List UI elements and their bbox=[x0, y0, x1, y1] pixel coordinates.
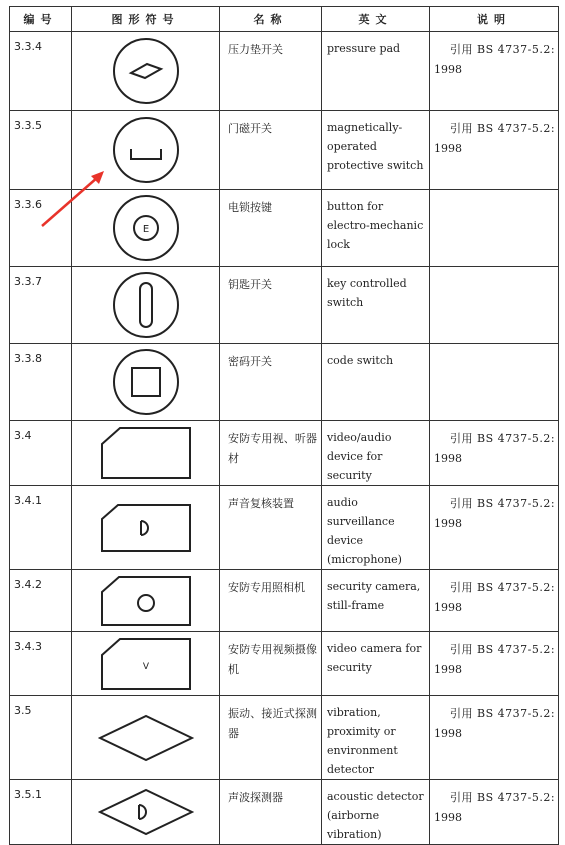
note-line2: 1998 bbox=[434, 727, 462, 740]
table-row bbox=[10, 632, 559, 696]
symbol-cell bbox=[72, 486, 220, 570]
row-english: audio surveillance device (microphone) bbox=[322, 486, 430, 570]
row-note bbox=[430, 486, 559, 570]
symbol-letter: V bbox=[142, 661, 149, 672]
symbol-cell bbox=[72, 696, 220, 780]
header-name: 名称 bbox=[220, 7, 322, 32]
row-id: 3.3.6 bbox=[10, 190, 72, 267]
row-id: 3.3.4 bbox=[10, 32, 72, 111]
note-line2: 1998 bbox=[434, 517, 462, 530]
row-name: 声音复核装置 bbox=[220, 486, 322, 570]
row-id: 3.4.2 bbox=[10, 570, 72, 632]
row-id: 3.4.3 bbox=[10, 632, 72, 696]
row-english: security camera, still-frame bbox=[322, 570, 430, 632]
row-english: vibration, proximity or environment detector bbox=[322, 696, 430, 780]
header-row bbox=[10, 7, 559, 32]
note-line1: 引用 BS 4737-5.2: bbox=[450, 432, 556, 445]
row-name: 钥匙开关 bbox=[220, 267, 322, 344]
av-device-icon bbox=[100, 426, 192, 480]
row-name: 安防专用视、听器材 bbox=[220, 421, 322, 486]
row-note bbox=[430, 696, 559, 780]
row-id: 3.3.8 bbox=[10, 344, 72, 421]
note-line2: 1998 bbox=[434, 663, 462, 676]
table-row bbox=[10, 780, 559, 845]
symbol-letter: E bbox=[142, 224, 149, 235]
table-row bbox=[10, 267, 559, 344]
row-note bbox=[430, 632, 559, 696]
magnetic-switch-icon bbox=[111, 115, 181, 185]
note-line1: 引用 BS 4737-5.2: bbox=[450, 791, 556, 804]
header-note: 说明 bbox=[430, 7, 559, 32]
row-id: 3.4.1 bbox=[10, 486, 72, 570]
row-id: 3.5 bbox=[10, 696, 72, 780]
row-name: 安防专用照相机 bbox=[220, 570, 322, 632]
row-english: button for electro-mechanic lock bbox=[322, 190, 430, 267]
row-english: key controlled switch bbox=[322, 267, 430, 344]
row-id: 3.4 bbox=[10, 421, 72, 486]
table-row bbox=[10, 344, 559, 421]
note-line2: 1998 bbox=[434, 142, 462, 155]
symbol-cell bbox=[72, 780, 220, 845]
still-camera-icon bbox=[100, 575, 192, 627]
note-line2: 1998 bbox=[434, 452, 462, 465]
row-note bbox=[430, 190, 559, 267]
row-note bbox=[430, 32, 559, 111]
vibration-detector-icon bbox=[98, 714, 194, 762]
pressure-pad-icon bbox=[111, 36, 181, 106]
table-row bbox=[10, 32, 559, 111]
note-line1: 引用 BS 4737-5.2: bbox=[450, 581, 556, 594]
row-name: 振动、接近式探测器 bbox=[220, 696, 322, 780]
acoustic-detector-icon bbox=[98, 788, 194, 836]
row-note bbox=[430, 570, 559, 632]
symbol-cell bbox=[72, 32, 220, 111]
lock-button-icon bbox=[111, 193, 181, 263]
table-row bbox=[10, 421, 559, 486]
code-switch-icon bbox=[111, 347, 181, 417]
table-row bbox=[10, 111, 559, 190]
row-english: code switch bbox=[322, 344, 430, 421]
symbol-cell bbox=[72, 190, 220, 267]
symbol-cell bbox=[72, 344, 220, 421]
symbol-cell bbox=[72, 267, 220, 344]
row-name: 密码开关 bbox=[220, 344, 322, 421]
row-note bbox=[430, 111, 559, 190]
row-name: 声波探测器 bbox=[220, 780, 322, 845]
row-id: 3.5.1 bbox=[10, 780, 72, 845]
row-id: 3.3.7 bbox=[10, 267, 72, 344]
row-name: 门磁开关 bbox=[220, 111, 322, 190]
row-id: 3.3.5 bbox=[10, 111, 72, 190]
note-line1: 引用 BS 4737-5.2: bbox=[450, 643, 556, 656]
microphone-device-icon bbox=[100, 503, 192, 553]
note-line2: 1998 bbox=[434, 811, 462, 824]
row-name: 电锁按键 bbox=[220, 190, 322, 267]
symbol-table bbox=[9, 6, 559, 845]
row-note bbox=[430, 344, 559, 421]
video-camera-icon bbox=[100, 637, 192, 691]
note-line2: 1998 bbox=[434, 601, 462, 614]
row-name: 压力垫开关 bbox=[220, 32, 322, 111]
symbol-cell bbox=[72, 421, 220, 486]
symbol-cell bbox=[72, 632, 220, 696]
row-english: pressure pad bbox=[322, 32, 430, 111]
header-english: 英文 bbox=[322, 7, 430, 32]
row-note bbox=[430, 421, 559, 486]
note-line1: 引用 BS 4737-5.2: bbox=[450, 43, 556, 56]
note-line1: 引用 BS 4737-5.2: bbox=[450, 122, 556, 135]
row-name: 安防专用视频摄像机 bbox=[220, 632, 322, 696]
note-line1: 引用 BS 4737-5.2: bbox=[450, 497, 556, 510]
row-english: video/audio device for security bbox=[322, 421, 430, 486]
note-line2: 1998 bbox=[434, 63, 462, 76]
symbol-cell bbox=[72, 111, 220, 190]
note-line1: 引用 BS 4737-5.2: bbox=[450, 707, 556, 720]
key-switch-icon bbox=[111, 270, 181, 340]
row-note bbox=[430, 267, 559, 344]
row-english: acoustic detector (airborne vibration) bbox=[322, 780, 430, 845]
row-english: video camera for security bbox=[322, 632, 430, 696]
row-note bbox=[430, 780, 559, 845]
symbol-cell bbox=[72, 570, 220, 632]
table-row bbox=[10, 696, 559, 780]
header-id: 编号 bbox=[10, 7, 72, 32]
header-symbol: 图形符号 bbox=[72, 7, 220, 32]
table-row bbox=[10, 570, 559, 632]
row-english: magnetically-operated protective switch bbox=[322, 111, 430, 190]
table-row bbox=[10, 486, 559, 570]
table-row bbox=[10, 190, 559, 267]
